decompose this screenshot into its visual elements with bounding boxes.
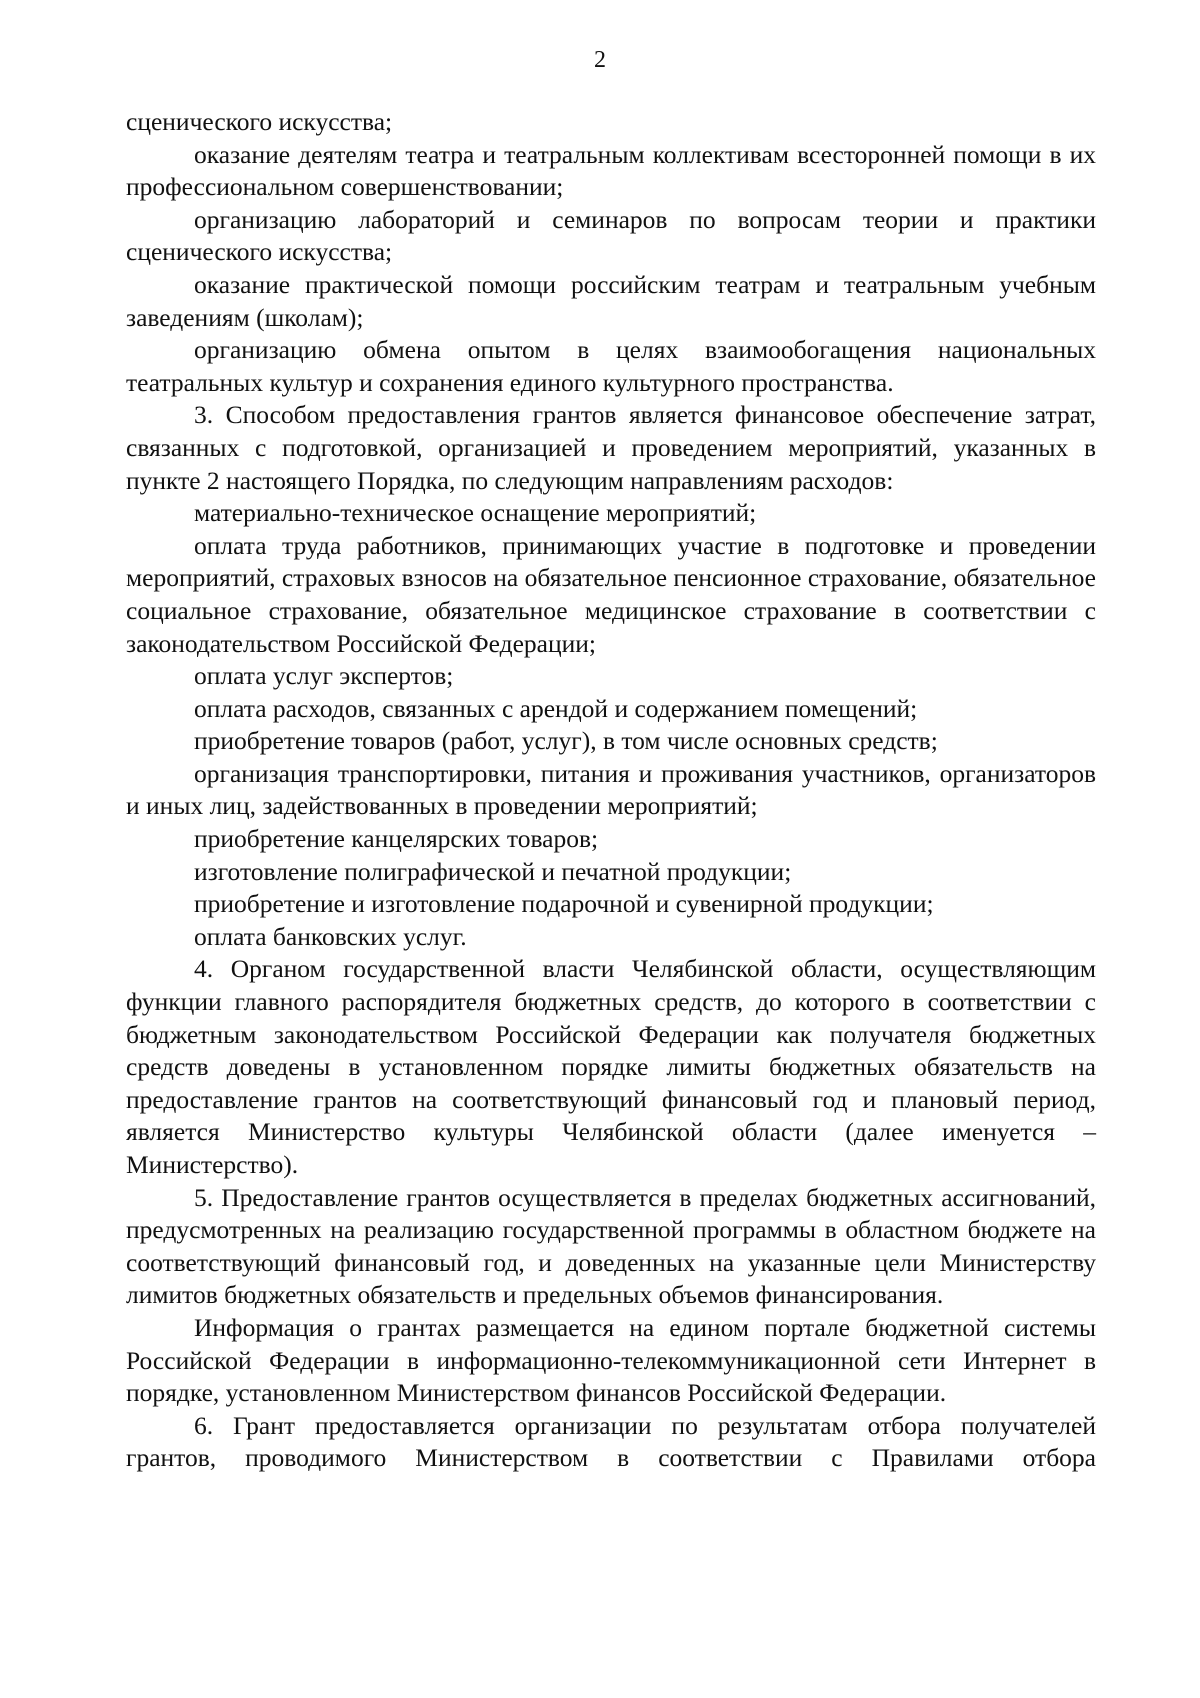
paragraph: оплата банковских услуг.: [194, 921, 467, 951]
paragraph: 6. Грант предоставляется организации по результатам отбора получателей грантов, проводимого Министерством в соответствии с Правилами отбора: [126, 1410, 1096, 1473]
paragraph: 5. Предоставление грантов осуществляется в пределах бюджетных ассигнований, предусмотренных на реализацию государственной программы в областном бюджете на соответствующий финансовый год, и доведенных на указанные цели Министерству лимитов бюджетных обязательств и предельных объемов финансирования.: [126, 1182, 1096, 1310]
paragraph: приобретение и изготовление подарочной и сувенирной продукции;: [194, 889, 934, 919]
paragraph: оплата труда работников, принимающих участие в подготовке и проведении мероприятий, страховых взносов на обязательное пенсионное страхование, обязательное социальное страхование, обязательное медицинское страхование в соответствии с законодательством Российской Федерации;: [126, 530, 1096, 658]
paragraph: оказание практической помощи российским театрам и театральным учебным заведениям (школам);: [126, 269, 1096, 332]
paragraph: 4. Органом государственной власти Челябинской области, осуществляющим функции главного распорядителя бюджетных средств, до которого в соответствии с бюджетным законодательством Российской Федерации как получателя бюджетных средств доведены в установленном порядке лимиты бюджетных обязательств на предоставление грантов на соответствующий финансовый год и плановый период, является Министерство культуры Челябинской области (далее именуется – Министерство).: [126, 954, 1096, 1179]
paragraph: приобретение товаров (работ, услуг), в том числе основных средств;: [194, 726, 938, 756]
paragraph: организацию лабораторий и семинаров по вопросам теории и практики сценического искусства;: [126, 204, 1096, 267]
paragraph: организация транспортировки, питания и проживания участников, организаторов и иных лиц, задействованных в проведении мероприятий;: [126, 758, 1096, 821]
paragraph: 3. Способом предоставления грантов является финансовое обеспечение затрат, связанных с подготовкой, организацией и проведением мероприятий, указанных в пункте 2 настоящего Порядка, по следующим направлениям расходов:: [126, 400, 1096, 495]
paragraph: оплата расходов, связанных с арендой и содержанием помещений;: [194, 693, 918, 723]
paragraph: материально-техническое оснащение мероприятий;: [194, 498, 757, 528]
document-body: [126, 106, 1096, 1475]
paragraph: приобретение канцелярских товаров;: [194, 824, 599, 854]
paragraph: Информация о грантах размещается на едином портале бюджетной системы Российской Федерации в информационно-телекоммуникационной сети Интернет в порядке, установленном Министерством финансов Российской Федерации.: [126, 1312, 1096, 1408]
page-number: 2: [594, 47, 606, 73]
paragraph: сценического искусства;: [126, 107, 393, 136]
paragraph: изготовление полиграфической и печатной продукции;: [194, 856, 792, 886]
paragraph: оказание деятелям театра и театральным коллективам всесторонней помощи в их профессиональном совершенствовании;: [126, 139, 1096, 202]
paragraph: оплата услуг экспертов;: [194, 661, 454, 691]
paragraph: организацию обмена опытом в целях взаимообогащения национальных театральных культур и сохранения единого культурного пространства.: [126, 335, 1096, 397]
